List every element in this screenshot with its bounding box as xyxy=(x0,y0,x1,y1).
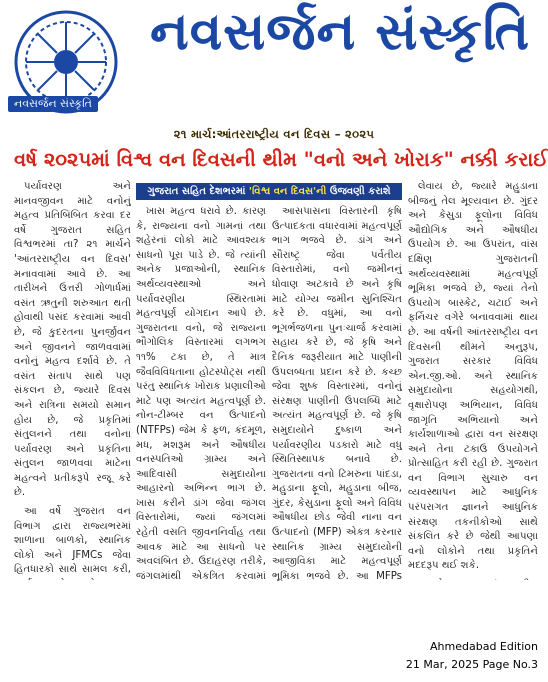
paragraph: આ વર્ષે ગુજરાત વન વિભાગ દ્વારા રાજ્યભરમાં શાળાના બાળકો, સ્થાનિક લોકો અને JFMCs જેવા હિતધારકો સાથે સામલ કરી, xyxy=(14,506,131,576)
paragraph: ખાસ મહત્વ ધરાવે છે. કારણ કે, રાજ્યના વનો ગામનાં તથા શહેરનાં લોકો માટે આવશ્યક સાધનો પૂરા પાડે છે. જે ત્યાંની અનેક પ્રજાઓની, સ્થાનિક અર્થવ્યવસ્થાઓ અને પર્યાવરણીય સ્થિરતામાં મહત્વપૂર્ણ યોગદાન આપે છે. ગુજરાતના વનો, જે રાજ્યના ભૌગોલિક વિસ્તારમાં લગભગ ૧૧% ટકા છે, તે માત્ર જૈવવિવિધતાના હોટસ્પોટ્સ નથી પરંતુ સ્થાનિક ખોરાક પ્રણાલીઓ માટે પણ અત્યંત મહત્વપૂર્ણ છે. નોન-ટીમ્બર વન ઉત્પાદનો (NTFPs) જેમ કે ફળ, કંદમૂળ, મધ, મશરૂમ અને ઔષધીય વનસ્પતિઓ ગ્રામ્ય અને આદિવાસી સમુદાયોના આહારનો અભિન્ન ભાગ છે. ખાસ કરીને ડાંગ જેવા જંગલ વિસ્તારોમાં, જ્યાં જંગલમાં રહેતી વસતિ જીવનનિર્વાહ તથા આવક માટે આ સાધનો પર અવલંબિત છે. ઉદાહરણ તરીકે, જંગલમાંથી એકત્રિત કરવામાં xyxy=(136,206,266,582)
paragraph xyxy=(408,578,538,580)
article-column-2 xyxy=(136,205,266,582)
article-subtitle: ૨૧ માર્ચ:આંતરરાષ્ટ્રીય વન દિવસ – ૨૦૨૫ xyxy=(173,127,375,141)
paragraph: આસપાસના વિસ્તારની કૃષિ ઉત્પાદકતા વધારવામાં મહત્વપૂર્ણ ભાગ ભજવે છે. ડાંગ અને સૌરાષ્ટ્ર જેવા પર્વતીય વિસ્તારોમાં, વનો જમીનનું ધોવાણ અટકાવે છે અને કૃષિ માટે યોગ્ય જમીન સુનિશ્ચિત કરે છે. વધુમાં, આ વનો ભૂગર્ભજળના પુનઃચાર્જ કરવામાં સહાય કરે છે, જે કૃષિ અને દૈનિક જરૂરીયાત માટે પાણીની ઉપલબ્ધતા પ્રદાન કરે છે. કચ્છ જેવા શુષ્ક વિસ્તારમાં, વનોનું સંરક્ષણ પાણીની ઉપલબ્ધિ માટે અત્યંત મહત્વપૂર્ણ છે. જે કૃષિ સમુદાયોને દુષ્કાળ અને પર્યાવરણીય પડકારો માટે વધુ સ્થિતિસ્થાપક બનાવે છે. ગુજરાતના વનો ટિમરુના પાંદડા, મહુડાના ફૂલો, મહુડાના બીજ, ગુંદર, કેસુડાના ફૂલો અને વિવિધ ઔષધીય છોડ જેવી નાના વન ઉત્પાદનો (MFP) એકત્ર કરનાર સ્થાનિક ગ્રામ્ય સમુદાયોની આજીવિકા માટે મહત્વપૂર્ણ ભૂમિકા ભજવે છે. આ MFPs xyxy=(272,206,402,582)
article-column-1 xyxy=(14,180,131,580)
sub-headline-ribbon xyxy=(136,183,402,200)
article-column-3 xyxy=(272,205,402,582)
edition-label: Ahmedabad Edition xyxy=(430,640,538,653)
ribbon-highlight: 'વિશ્વ વન દિવસ'ની xyxy=(248,186,327,197)
logo-caption: નવસર્જન સંસ્કૃતિ xyxy=(8,96,98,112)
paragraph: લેવાય છે, જ્યારે મહુડાના બીજનું તેલ મૂલ્યવાન છે. ગુંદર અને કેસુડા ફૂલોના વિવિધ ઔદ્યોગિક અને ઔષધીય ઉપયોગ છે. આ ઉપરાંત, વાંસ દક્ષિણ ગુજરાતની અર્થવ્યવસ્થામાં મહત્વપૂર્ણ ભૂમિકા ભજવે છે, જ્યાં તેનો ઉપયોગ બાસ્કેટ, ચટાઈ અને ફર્નિચર વગેરે બનાવવામાં થાય છે. આ વર્ષની આંતરરાષ્ટ્રીય વન દિવસની થીમને અનુરૂપ, ગુજરાત સરકાર વિવિધ એન.જી.ઓ. અને સ્થાનિક સમુદાયોના સહયોગથી, વૃક્ષારોપણ અભિયાન, વિવિધ જાગૃતિ અભિયાનો અને કાર્યશાળાઓ દ્વારા વન સંરક્ષણ અને તેના ટકાઉ ઉપયોગને પ્રોત્સાહિત કરી રહી છે. ગુજરાત વન વિભાગ સુચારુ વન વ્યવસ્થાપન માટે આધુનિક પરંપરાગત જ્ઞાનને આધુનિક સંરક્ષણ તકનીકોઓ સાથે સંકલિત કરે છે જેથી આપણા વનો લોકોને તથા પ્રકૃતિને મદદરૂપ થઈ શકે. xyxy=(408,181,538,572)
date-page-label: 21 Mar, 2025 Page No.3 xyxy=(405,658,538,671)
article-headline: વર્ષ ૨૦૨૫માં વિશ્વ વન દિવસની થીમ "વનો અને ખોરાક" નક્કી કરાઈ xyxy=(14,148,548,171)
newspaper-title: નવસર્જન સંસ્કૃતિ xyxy=(150,2,531,62)
ribbon-prefix: ગુજરાત સહિત દેશભરમાં xyxy=(147,186,249,197)
ribbon-suffix: ઉજવણી કરાશે xyxy=(326,186,391,197)
paragraph: પર્યાવરણ અને માનવજીવન માટે વનોનું મહત્વ પ્રતિબિંબિત કરવા દર વર્ષે ગુજરાત સહિત વિશ્વભરમાં તા? ૨૧ માર્ચને 'આંતરરાષ્ટ્રીય વન દિવસ' મનાવવામાં આવે છે. આ તારીખને ઉત્તરી ગોળાર્ધમાં વસંત ઋતુની શરુઆત થતી હોવાથી પસંદ કરવામાં આવી છે, જે કુદરતના પુનર્જીવન અને જીવનને જાળવવામાં વનોનું મહત્વ દર્શાવે છે. તે વસંત સંતાપ સાથે પણ સંકલન છે, જ્યારે દિવસ અને રાત્રિના સમયો સમાન હોય છે, જે પ્રકૃતિમાં સંતુલનને તથા વનોના પર્યાવરણ અને પ્રકૃતિના સંતુલન જાળવવા માટેના મહત્વને પ્રતીકરૂપે રજૂ કરે છે. xyxy=(14,181,131,499)
article-column-4 xyxy=(408,180,538,580)
masthead xyxy=(0,0,548,118)
